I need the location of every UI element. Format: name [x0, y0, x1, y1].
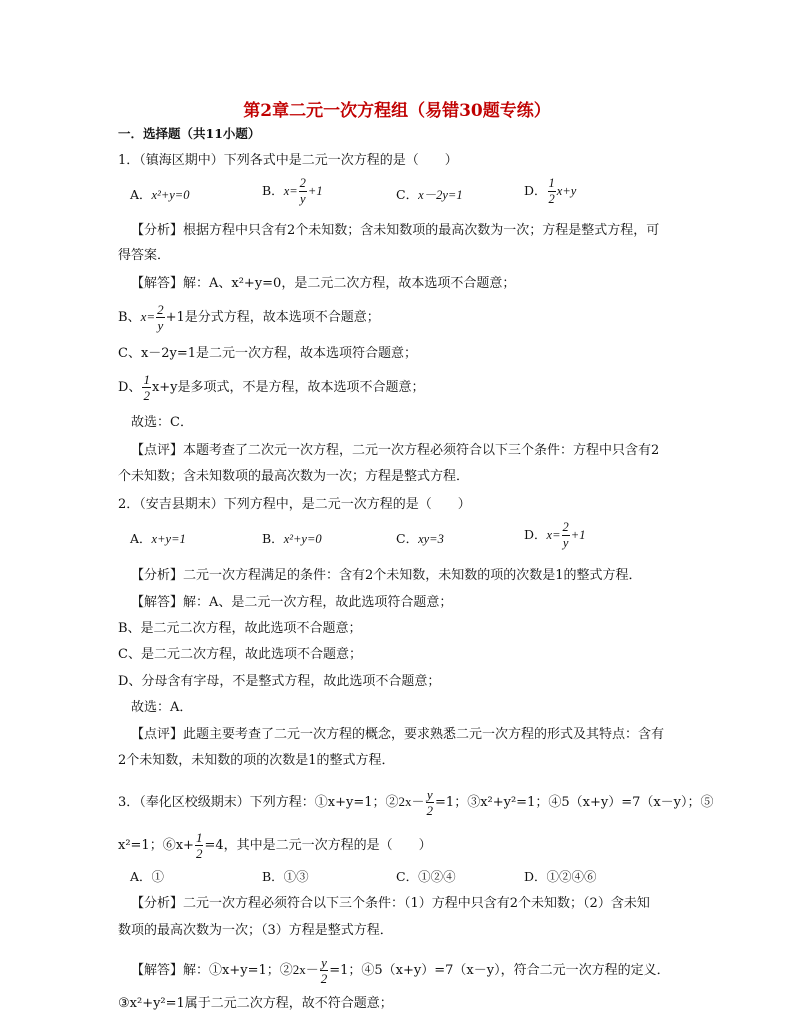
q3-analysis-line1: 【分析】二元一次方程必须符合以下三个条件：（1）方程中只含有2个未知数；（2）含未知 [131, 896, 650, 911]
q1-comment-line2: 个未知数；含未知数项的最高次数为一次；方程是整式方程． [118, 469, 470, 484]
q1-solution-b-x: x= [140, 309, 156, 324]
q1-solution-b [118, 302, 380, 333]
q3-stem-line1-end: =1；③x²+y²=1；④5（x+y）=7（x－y）；⑤ [435, 795, 714, 810]
q1-option-a-letter: A． [130, 187, 152, 202]
q2-option-d-den: y [562, 536, 569, 550]
q3-solution-den: 2 [320, 971, 328, 986]
q2-solution-line4: D、分母含有字母，不是整式方程，故此选项不合题意； [118, 674, 441, 689]
q1-option-c-expr: x－2y=1 [418, 188, 463, 202]
q1-option-b-letter: B． [262, 183, 284, 198]
q1-option-c-letter: C． [396, 187, 419, 202]
q3-solution-num: y [321, 955, 327, 970]
q1-solution-d-text: x+y是多项式，不是方程，故本选项不合题意； [151, 380, 425, 395]
q1-solution-d-num: 1 [143, 372, 150, 387]
q1-solution-b-label: B、 [118, 310, 141, 325]
q2-option-a [130, 530, 186, 548]
q1-analysis-line2: 得答案． [118, 248, 171, 263]
q1-solution-b-fraction [156, 302, 165, 333]
q2-option-d-pre: x= [546, 528, 561, 542]
q2-option-d-post: +1 [570, 528, 586, 542]
q1-option-d-den: 2 [548, 192, 555, 206]
q3-stem-line1-start: 3．（奉化区校级期末）下列方程：①x+y=1；② [118, 795, 399, 810]
q3-stem-line2-start: x²=1；⑥x+ [118, 838, 194, 853]
q2-option-c [396, 530, 444, 548]
q2-analysis: 【分析】二元一次方程满足的条件：含有2个未知数，未知数的项的次数是1的整式方程． [131, 568, 642, 583]
q3-stem-line2 [118, 830, 432, 861]
q2-comment-line2: 2个未知数，未知数的项的次数是1的整式方程． [118, 753, 395, 768]
q2-option-d [524, 520, 585, 551]
q2-option-d-num: 2 [562, 520, 569, 534]
q1-option-d-num: 1 [548, 176, 555, 190]
q3-stem-line1-den: 2 [426, 803, 434, 818]
q2-option-a-letter: A． [130, 531, 152, 546]
q1-analysis-line1: 【分析】根据方程中只含有2个未知数；含未知数项的最高次数为一次；方程是整式方程，可 [131, 223, 660, 238]
q3-solution-start: 【解答】解：①x+y=1；② [131, 963, 293, 978]
q2-choice: 故选：A． [131, 700, 193, 715]
q1-option-d-post: x+y [556, 184, 577, 198]
q2-solution-line2: B、是二元二次方程，故此选项不合题意； [118, 621, 362, 636]
q2-option-d-fraction [562, 520, 570, 551]
q3-solution-line2: ③x²+y²=1属于二元二次方程，故不符合题意； [118, 996, 393, 1011]
q1-option-c [396, 186, 463, 204]
q1-option-b-post: +1 [307, 184, 323, 198]
q1-solution-d-den: 2 [143, 388, 150, 403]
q3-solution-fraction [320, 955, 329, 986]
q3-option-a: A．① [130, 869, 165, 884]
q1-option-a [130, 186, 190, 204]
q1-solution-d-label: D、 [118, 380, 142, 395]
q2-option-c-expr: xy=3 [418, 532, 444, 546]
q1-solution-b-text: +1是分式方程，故本选项不合题意； [165, 310, 380, 325]
section-heading: 一．选择题（共11小题） [118, 126, 261, 141]
q3-option-c: C．①②④ [396, 869, 456, 884]
q2-option-b-expr: x²+y=0 [283, 532, 322, 546]
q1-solution-c: C、x－2y=1是二元一次方程，故本选项符合题意； [118, 346, 418, 361]
q2-solution-line3: C、是二元二次方程，故此选项不合题意； [118, 647, 362, 662]
q1-option-d-letter: D． [524, 183, 547, 198]
q1-option-b-fraction [299, 176, 307, 207]
q2-stem: 2．（安吉县期末）下列方程中，是二元一次方程的是（ ） [118, 497, 471, 512]
q1-option-d [524, 176, 576, 207]
q3-stem-line2-end: =4，其中是二元一次方程的是（ ） [204, 838, 432, 853]
q3-analysis-line2: 数项的最高次数为一次；（3）方程是整式方程． [118, 923, 393, 938]
q3-stem-line1 [118, 787, 714, 818]
q1-solution-d [118, 372, 425, 403]
q3-stem-line2-den: 2 [195, 846, 203, 861]
q1-option-a-expr: x²+y=0 [151, 188, 190, 202]
q2-option-c-letter: C． [396, 531, 419, 546]
q1-solution-b-num: 2 [157, 302, 164, 317]
q3-stem-line1-num: y [426, 787, 433, 802]
q3-stem-line1-expr: 2x－ [398, 794, 425, 809]
q1-solution-b-den: y [157, 318, 164, 333]
q3-stem-line2-num: 1 [195, 830, 203, 845]
q2-comment-line1: 【点评】此题主要考查了二元一次方程的概念，要求熟悉二元一次方程的形式及其特点：含有 [131, 727, 665, 742]
q1-stem: 1．（镇海区期中）下列各式中是二元一次方程的是（ ） [118, 153, 458, 168]
q2-solution-line1: 【解答】解：A、是二元一次方程，故此选项符合题意； [131, 595, 453, 610]
q2-option-b-letter: B． [262, 531, 284, 546]
q1-choice: 故选：C． [131, 415, 193, 430]
q2-option-d-letter: D． [524, 527, 547, 542]
q1-option-b-num: 2 [299, 176, 306, 190]
q3-stem-line2-fraction [195, 830, 204, 861]
q3-solution-line1 [131, 955, 670, 986]
q1-solution-d-fraction [142, 372, 151, 403]
document-title: 第2章二元一次方程组（易错30题专练） [243, 101, 551, 121]
q1-solution-line1: 【解答】解：A、x²+y=0，是二元二次方程，故本选项不合题意； [131, 276, 516, 291]
q1-option-d-fraction [548, 176, 556, 207]
q1-comment-line1: 【点评】本题考查了二次元一次方程，二元一次方程必须符合以下三个条件：方程中只含有2 [131, 443, 660, 458]
q2-option-b [262, 530, 322, 548]
q3-option-d: D．①②④⑥ [524, 869, 597, 884]
q2-option-a-expr: x+y=1 [151, 532, 186, 546]
q1-option-b-pre: x= [283, 184, 298, 198]
q1-option-b [262, 176, 323, 207]
q1-option-b-den: y [300, 192, 306, 206]
q3-solution-expr: 2x－ [292, 962, 319, 977]
q3-stem-line1-fraction [426, 787, 435, 818]
q3-solution-end: =1；④5（x+y）=7（x－y），符合二元一次方程的定义． [329, 963, 670, 978]
q3-option-b: B．①③ [262, 869, 309, 884]
